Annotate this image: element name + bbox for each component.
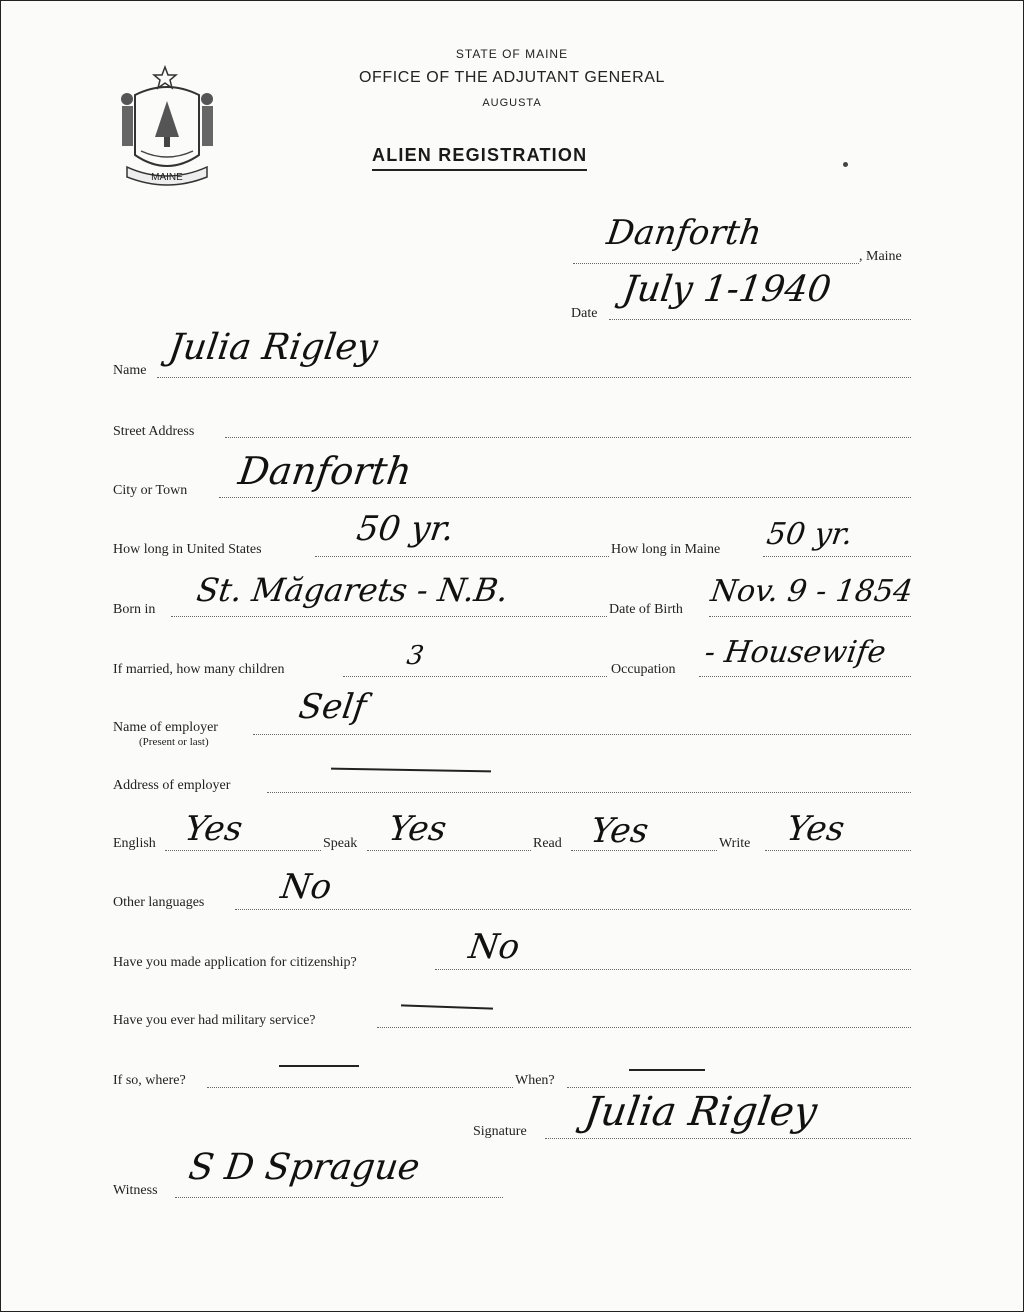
ink-speck <box>843 162 848 167</box>
town-line <box>573 263 859 264</box>
born-in-label: Born in <box>113 602 156 617</box>
where-dash <box>279 1065 359 1067</box>
when-dash <box>629 1069 705 1071</box>
other-languages-label: Other languages <box>113 895 205 910</box>
employer-address-label: Address of employer <box>113 778 231 793</box>
signature-line <box>545 1138 911 1139</box>
employer-label: Name of employer <box>113 720 218 735</box>
when-line <box>567 1087 911 1088</box>
write-value: Yes <box>784 809 847 849</box>
english-label: English <box>113 836 156 851</box>
children-label: If married, how many children <box>113 662 285 677</box>
how-long-us-label: How long in United States <box>113 542 262 557</box>
city-line <box>219 497 911 498</box>
name-value: Julia Rigley <box>166 327 381 368</box>
form-title: ALIEN REGISTRATION <box>372 145 587 171</box>
other-languages-value: No <box>278 867 335 907</box>
signature-label: Signature <box>473 1124 527 1139</box>
date-of-birth-value: Nov. 9 - 1854 <box>708 574 915 609</box>
occupation-value: - Housewife <box>702 635 888 670</box>
date-of-birth-line <box>709 616 911 617</box>
street-label: Street Address <box>113 424 195 439</box>
english-line <box>165 850 321 851</box>
witness-line <box>175 1197 503 1198</box>
write-line <box>765 850 911 851</box>
header-office: OFFICE OF THE ADJUTANT GENERAL <box>358 69 666 86</box>
employer-address-line <box>267 792 911 793</box>
english-value: Yes <box>182 809 245 849</box>
svg-text:MAINE: MAINE <box>151 172 183 183</box>
witness-value: S D Sprague <box>186 1147 423 1188</box>
how-long-maine-line <box>763 556 911 557</box>
town-value: Danforth <box>604 213 765 253</box>
name-label: Name <box>113 363 147 378</box>
witness-label: Witness <box>113 1183 158 1198</box>
street-line <box>225 437 911 438</box>
speak-line <box>367 850 531 851</box>
date-value: July 1-1940 <box>620 269 834 310</box>
city-label: City or Town <box>113 483 188 498</box>
occupation-label: Occupation <box>611 662 676 677</box>
read-value: Yes <box>588 811 651 851</box>
military-label: Have you ever had military service? <box>113 1013 316 1028</box>
other-languages-line <box>235 909 911 910</box>
signature-value: Julia Rigley <box>581 1089 820 1135</box>
where-line <box>207 1087 513 1088</box>
children-line <box>343 676 607 677</box>
children-value: 3 <box>404 641 426 671</box>
city-value: Danforth <box>235 449 415 493</box>
write-label: Write <box>719 836 751 851</box>
occupation-line <box>699 676 911 677</box>
military-dash <box>401 1004 493 1009</box>
name-line <box>157 377 911 378</box>
speak-value: Yes <box>386 809 449 849</box>
citizenship-label: Have you made application for citizenship? <box>113 955 357 970</box>
speak-label: Speak <box>323 836 358 851</box>
how-long-us-line <box>315 556 609 557</box>
employer-note: (Present or last) <box>139 736 209 748</box>
employer-line <box>253 734 911 735</box>
how-long-maine-label: How long in Maine <box>611 542 721 557</box>
header-city: AUGUSTA <box>482 97 542 109</box>
maine-label: , Maine <box>859 249 902 264</box>
date-of-birth-label: Date of Birth <box>609 602 683 617</box>
citizenship-line <box>435 969 911 970</box>
how-long-maine-value: 50 yr. <box>764 517 855 552</box>
where-label: If so, where? <box>113 1073 186 1088</box>
born-in-value: St. Măgarets - N.B. <box>194 571 511 609</box>
employer-value: Self <box>296 687 369 727</box>
when-label: When? <box>515 1073 555 1088</box>
military-line <box>377 1027 911 1028</box>
citizenship-value: No <box>466 927 523 967</box>
employer-address-dash <box>331 768 491 773</box>
date-label: Date <box>571 306 598 321</box>
header-state: STATE OF MAINE <box>455 47 569 61</box>
born-in-line <box>171 616 607 617</box>
read-label: Read <box>533 836 562 851</box>
date-line <box>609 319 911 320</box>
how-long-us-value: 50 yr. <box>354 509 457 549</box>
